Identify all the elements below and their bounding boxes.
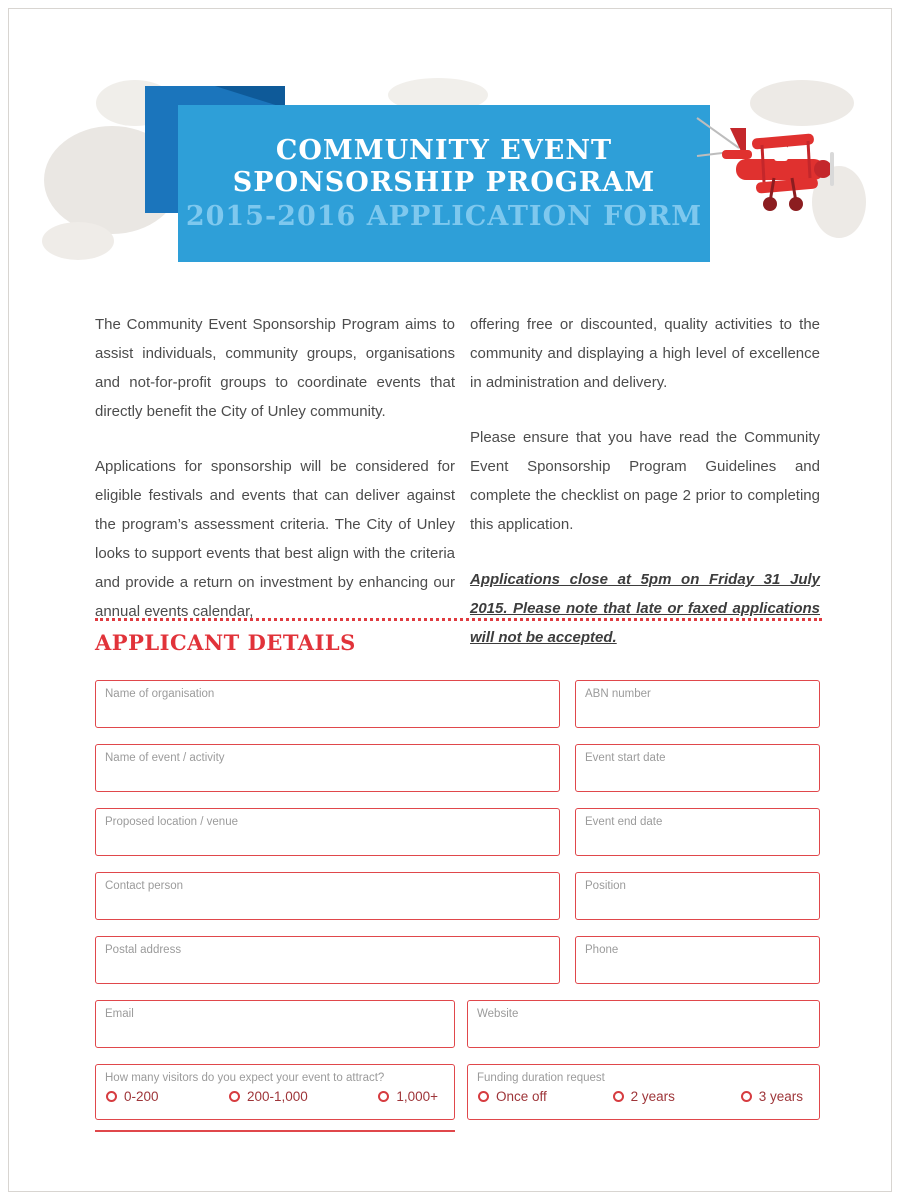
intro-paragraph: The Community Event Sponsorship Program aims to assist individuals, community groups, organisations and not-for-profit groups to coordinate events that directly benefit the City of Unley community. (95, 316, 455, 420)
field-visitors-expected (95, 1064, 455, 1120)
radio-icon (613, 1091, 624, 1102)
radio-icon (106, 1091, 117, 1102)
dotted-divider (95, 618, 822, 621)
field-website[interactable] (467, 1000, 820, 1048)
field-event-end-date[interactable] (575, 808, 820, 856)
field-label: Postal address (105, 944, 182, 956)
funding-radio-group (468, 1084, 819, 1104)
applicant-details-form (95, 680, 822, 1136)
airplane-icon (716, 112, 842, 220)
field-label: Name of organisation (105, 688, 215, 700)
field-position[interactable] (575, 872, 820, 920)
field-name-of-event[interactable] (95, 744, 560, 792)
radio-funding-3-years[interactable] (741, 1089, 803, 1104)
field-email[interactable] (95, 1000, 455, 1048)
cloud-decoration (42, 222, 114, 260)
field-label: ABN number (585, 688, 651, 700)
field-label: Name of event / activity (105, 752, 225, 764)
field-phone[interactable] (575, 936, 820, 984)
banner-title-line1: COMMUNITY EVENT (275, 134, 613, 166)
next-field-top-edge (95, 1130, 455, 1132)
form-row (95, 936, 822, 984)
field-name-of-organisation[interactable] (95, 680, 560, 728)
field-label: Phone (585, 944, 619, 956)
intro-paragraph: Applications for sponsorship will be considered for eligible festivals and events that can deliver against the program’s assessment criteria. The City of Unley looks to support events that best align with the criteria and provide a return on investment by enhancing our annual events calendar, (95, 458, 455, 620)
form-row (95, 1064, 822, 1120)
field-postal-address[interactable] (95, 936, 560, 984)
form-row (95, 1000, 822, 1048)
intro-column-left (95, 310, 455, 678)
radio-label: 0-200 (124, 1089, 159, 1104)
field-label: Website (477, 1008, 519, 1020)
banner-subtitle: 2015-2016 APPLICATION FORM (185, 200, 703, 232)
form-row (95, 872, 822, 920)
radio-label: 2 years (630, 1089, 675, 1104)
radio-funding-once-off[interactable] (478, 1089, 547, 1104)
radio-icon (229, 1091, 240, 1102)
radio-visitors-1000-plus[interactable] (378, 1089, 438, 1104)
intro-paragraph: Please ensure that you have read the Community Event Sponsorship Program Guidelines and complete the checklist on page 2 prior to completing this application. (470, 429, 820, 533)
radio-funding-2-years[interactable] (613, 1089, 675, 1104)
field-label: Email (105, 1008, 134, 1020)
field-funding-duration (467, 1064, 820, 1120)
field-label: Funding duration request (477, 1072, 605, 1084)
radio-icon (378, 1091, 389, 1102)
deadline-notice: Applications close at 5pm on Friday 31 July 2015. Please note that late or faxed applications will not be accepted. (470, 571, 820, 646)
field-label: Event end date (585, 816, 663, 828)
radio-label: 200-1,000 (247, 1089, 308, 1104)
intro-text (95, 310, 822, 678)
banner-title-line2: SPONSORSHIP PROGRAM (232, 166, 656, 198)
field-label: Position (585, 880, 626, 892)
title-banner (178, 105, 710, 262)
field-proposed-location[interactable] (95, 808, 560, 856)
radio-label: 3 years (758, 1089, 803, 1104)
radio-icon (741, 1091, 752, 1102)
radio-icon (478, 1091, 489, 1102)
form-row (95, 808, 822, 856)
field-label: Proposed location / venue (105, 816, 238, 828)
radio-visitors-200-1000[interactable] (229, 1089, 308, 1104)
form-row (95, 744, 822, 792)
field-event-start-date[interactable] (575, 744, 820, 792)
radio-visitors-0-200[interactable] (106, 1089, 159, 1104)
section-heading: APPLICANT DETAILS (95, 630, 356, 655)
radio-label: 1,000+ (396, 1089, 438, 1104)
visitors-radio-group (96, 1084, 454, 1104)
field-label: Contact person (105, 880, 183, 892)
form-row (95, 680, 822, 728)
field-contact-person[interactable] (95, 872, 560, 920)
intro-paragraph: offering free or discounted, quality activities to the community and displaying a high level of excellence in administration and delivery. (470, 316, 820, 391)
radio-label: Once off (496, 1089, 547, 1104)
field-label: How many visitors do you expect your event to attract? (105, 1072, 385, 1084)
field-label: Event start date (585, 752, 666, 764)
intro-column-right (470, 310, 820, 678)
field-abn-number[interactable] (575, 680, 820, 728)
